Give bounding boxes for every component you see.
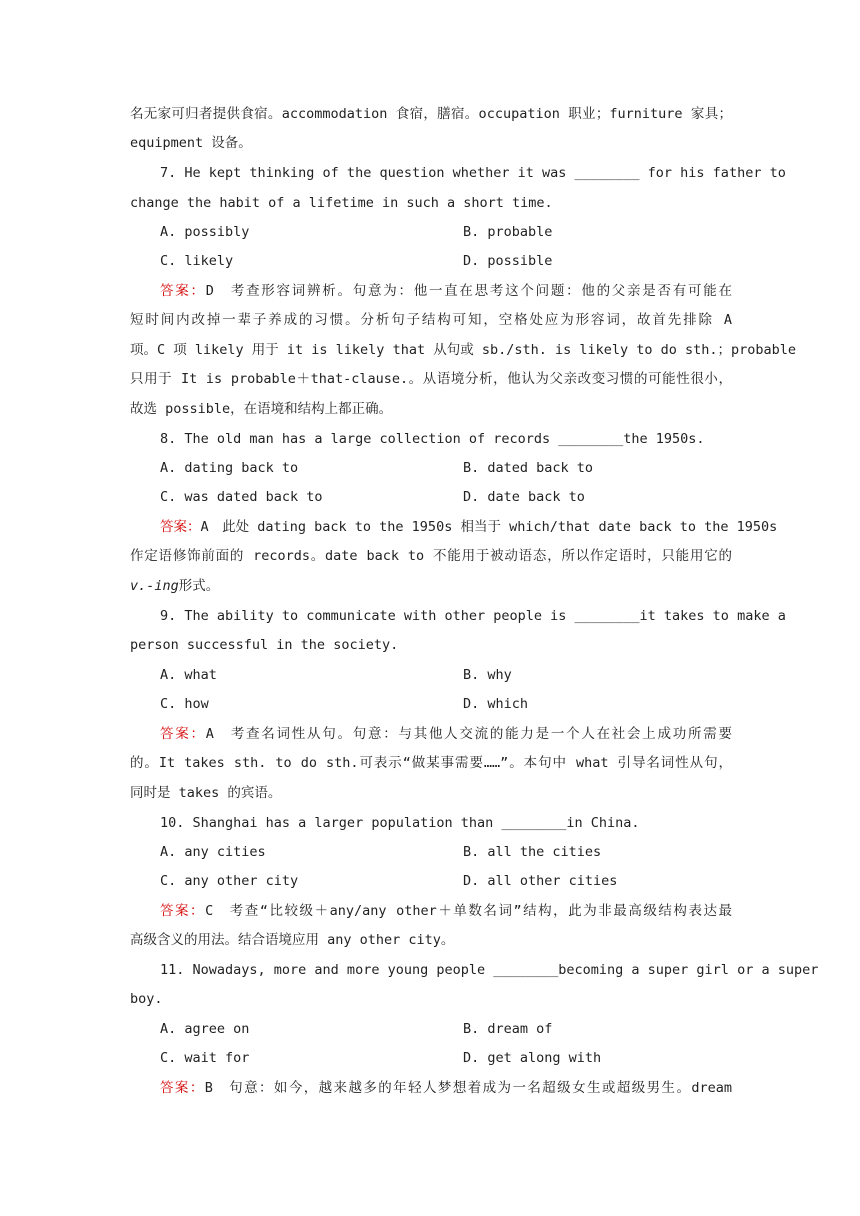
option-d: D. date back to [463, 489, 585, 505]
answer-7-line: 短时间内改掉一辈子养成的习惯。分析句子结构可知，空格处应为形容词，故首先排除 A [130, 312, 732, 328]
intro-line: equipment 设备。 [130, 135, 252, 151]
option-d: D. get along with [463, 1050, 602, 1066]
answer-7-line: 故选 possible，在语境和结构上都正确。 [130, 401, 393, 417]
answer-text: B 句意：如今，越来越多的年轻人梦想着成为一名超级女生或超级男生。dream [204, 1080, 733, 1096]
question-7-stem-cont: change the habit of a lifetime in such a short time. [130, 195, 553, 211]
answer-7-line: 项。C 项 likely 用于 it is likely that 从句或 sb./sth. is likely to do sth.；probable [130, 342, 797, 358]
answer-italic: v.-ing [130, 578, 179, 594]
intro-line: 名无家可归者提供食宿。accommodation 食宿，膳宿。occupation 职业；furniture 家具； [130, 106, 732, 122]
answer-text: 形式。 [178, 578, 220, 594]
question-9-stem: 9. The ability to communicate with other people is ________it takes to make a [160, 608, 786, 624]
answer-9-line: 的。It takes sth. to do sth.可表示“做某事需要……”。本句中 what 引导名词性从句， [130, 755, 732, 771]
question-11-stem-cont: boy. [130, 991, 163, 1007]
answer-label: 答案： [160, 903, 206, 919]
question-10-stem: 10. Shanghai has a larger population than ________in China. [160, 815, 640, 831]
question-11-stem: 11. Nowadays, more and more young people ________becoming a super girl or a super [160, 962, 819, 978]
answer-11-line [160, 1078, 732, 1098]
option-b: B. all the cities [463, 844, 602, 860]
answer-7-line: 只用于 It is probable＋that-clause.。从语境分析，他认为父亲改变习惯的可能性很小， [130, 371, 732, 387]
option-b: B. why [463, 667, 512, 683]
answer-label: 答案： [160, 726, 206, 742]
option-b: B. probable [463, 224, 553, 240]
option-c: C. was dated back to [160, 489, 323, 505]
answer-8-line: 作定语修饰前面的 records。date back to 不能用于被动语态，所以作定语时，只能用它的 [130, 548, 732, 564]
option-d: D. which [463, 696, 529, 712]
answer-8-line [130, 576, 732, 596]
option-b: B. dated back to [463, 460, 594, 476]
option-a: A. agree on [160, 1021, 250, 1037]
option-a: A. dating back to [160, 460, 299, 476]
option-c: C. how [160, 696, 209, 712]
answer-label: 答案： [160, 519, 201, 535]
answer-text: D 考查形容词辨析。句意为：他一直在思考这个问题：他的父亲是否有可能在 [205, 283, 732, 299]
answer-text: A 此处 dating back to the 1950s 相当于 which/that date back to the 1950s [200, 519, 778, 535]
option-d: D. all other cities [463, 873, 618, 889]
answer-9-line: 同时是 takes 的宾语。 [130, 785, 282, 801]
answer-text: C 考查“比较级＋any/any other＋单数名词”结构，此为非最高级结构表达最 [205, 903, 733, 919]
answer-label: 答案： [160, 283, 206, 299]
answer-8-line [160, 517, 778, 537]
answer-7-line [160, 281, 732, 301]
question-9-stem-cont: person successful in the society. [130, 637, 399, 653]
option-c: C. wait for [160, 1050, 250, 1066]
question-7-stem: 7. He kept thinking of the question whether it was ________ for his father to [160, 165, 786, 181]
question-8-stem: 8. The old man has a large collection of records ________the 1950s. [160, 431, 705, 447]
option-b: B. dream of [463, 1021, 553, 1037]
answer-10-line [160, 901, 732, 921]
option-d: D. possible [463, 253, 553, 269]
answer-9-line [160, 724, 732, 744]
option-a: A. possibly [160, 224, 250, 240]
option-c: C. any other city [160, 873, 299, 889]
option-a: A. any cities [160, 844, 266, 860]
option-c: C. likely [160, 253, 234, 269]
answer-label: 答案： [160, 1080, 205, 1096]
answer-10-line: 高级含义的用法。结合语境应用 any other city。 [130, 932, 455, 948]
answer-text: A 考查名词性从句。句意：与其他人交流的能力是一个人在社会上成功所需要 [205, 726, 732, 742]
option-a: A. what [160, 667, 217, 683]
